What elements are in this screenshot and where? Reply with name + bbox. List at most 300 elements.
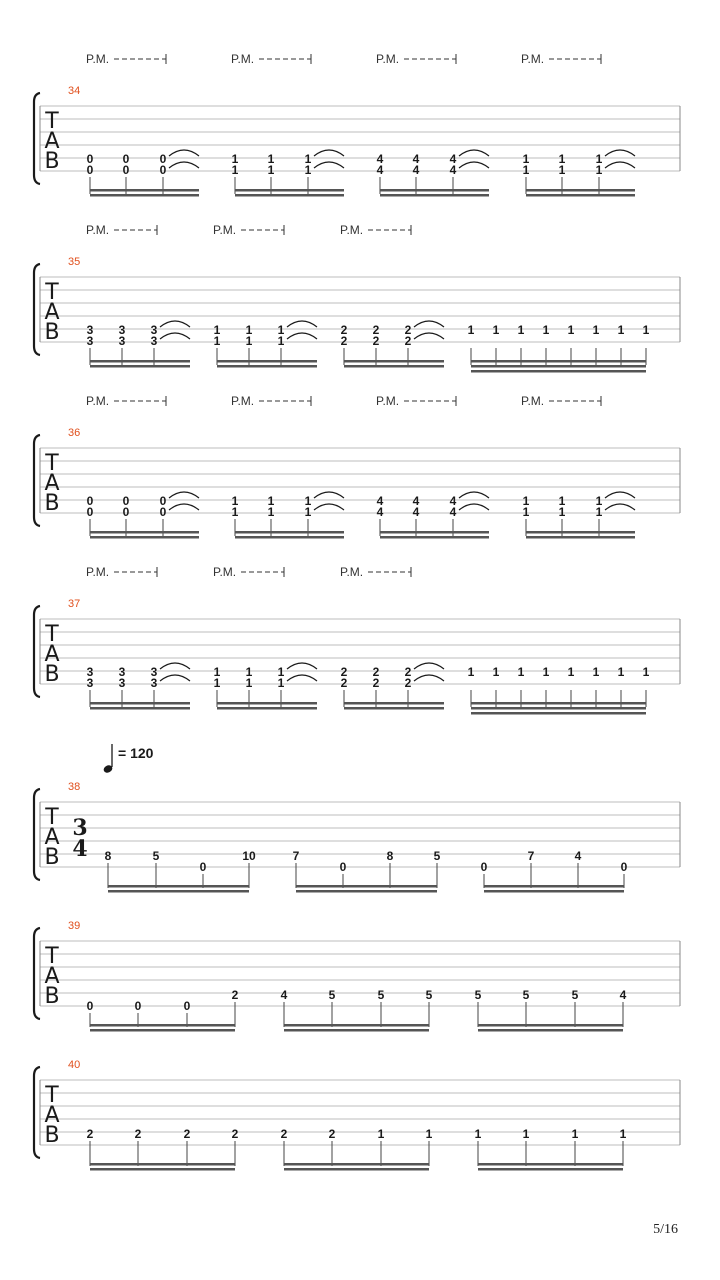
tie-arc bbox=[459, 150, 489, 156]
fret-number: 2 bbox=[404, 323, 412, 337]
fret-number: 3 bbox=[118, 676, 126, 690]
beam bbox=[217, 702, 317, 705]
tab-clef-letter: T bbox=[45, 944, 59, 969]
tab-clef-letter: B bbox=[44, 662, 60, 687]
system-bracket bbox=[34, 264, 40, 355]
tab-clef-letter: B bbox=[44, 149, 60, 174]
fret-number: 1 bbox=[304, 152, 312, 166]
fret-number: 4 bbox=[449, 494, 457, 508]
beam bbox=[380, 194, 489, 197]
fret-number: 3 bbox=[150, 676, 158, 690]
fret-number: 3 bbox=[118, 323, 126, 337]
fret-number: 4 bbox=[449, 163, 457, 177]
fret-number: 0 bbox=[159, 152, 167, 166]
palm-mute-label: P.M. bbox=[376, 52, 400, 66]
fret-number: 1 bbox=[567, 665, 575, 679]
fret-number: 5 bbox=[377, 988, 385, 1002]
fret-number: 1 bbox=[277, 323, 285, 337]
tie-arc bbox=[314, 504, 344, 510]
beam bbox=[296, 890, 437, 893]
beam bbox=[471, 707, 646, 710]
palm-mute-label: P.M. bbox=[213, 223, 237, 237]
beam bbox=[471, 370, 646, 373]
measure-number: 39 bbox=[68, 920, 81, 932]
tie-arc bbox=[287, 333, 317, 339]
tie-arc bbox=[414, 663, 444, 669]
fret-number: 1 bbox=[558, 163, 566, 177]
fret-number: 1 bbox=[467, 323, 475, 337]
tie-arc bbox=[605, 150, 635, 156]
fret-number: 2 bbox=[134, 1127, 142, 1141]
beat-group bbox=[341, 321, 444, 368]
tab-clef-letter: T bbox=[45, 109, 59, 134]
beam bbox=[284, 1024, 429, 1027]
beam bbox=[344, 702, 444, 705]
beam bbox=[90, 1163, 235, 1166]
tab-system-36 bbox=[34, 394, 680, 539]
tie-arc bbox=[605, 504, 635, 510]
fret-number: 2 bbox=[404, 665, 412, 679]
tie-arc bbox=[314, 150, 344, 156]
beat-group bbox=[281, 1127, 433, 1171]
fret-number: 4 bbox=[412, 152, 420, 166]
fret-number: 1 bbox=[245, 334, 253, 348]
fret-number: 0 bbox=[134, 999, 142, 1013]
fret-number: 1 bbox=[619, 1127, 627, 1141]
beat-group bbox=[214, 321, 317, 368]
fret-number: 1 bbox=[522, 152, 530, 166]
fret-number: 8 bbox=[386, 849, 394, 863]
fret-number: 3 bbox=[150, 665, 158, 679]
fret-number: 1 bbox=[492, 665, 500, 679]
tie-arc bbox=[160, 333, 190, 339]
fret-number: 1 bbox=[213, 665, 221, 679]
fret-number: 5 bbox=[433, 849, 441, 863]
beat-group bbox=[523, 150, 635, 197]
fret-number: 1 bbox=[542, 665, 550, 679]
tie-arc bbox=[459, 162, 489, 168]
fret-number: 5 bbox=[152, 849, 160, 863]
tie-arc bbox=[287, 663, 317, 669]
palm-mute-label: P.M. bbox=[521, 394, 545, 408]
fret-number: 1 bbox=[617, 665, 625, 679]
beam bbox=[217, 707, 317, 710]
beam bbox=[90, 360, 190, 363]
beat-group bbox=[105, 849, 256, 893]
fret-number: 2 bbox=[404, 676, 412, 690]
fret-number: 0 bbox=[122, 505, 130, 519]
beam bbox=[484, 890, 624, 893]
tempo-marking bbox=[102, 744, 153, 774]
fret-number: 0 bbox=[480, 860, 488, 874]
beam bbox=[284, 1163, 429, 1166]
beam bbox=[217, 360, 317, 363]
tab-clef-letter: A bbox=[44, 964, 60, 989]
tab-clef-letter: T bbox=[45, 280, 59, 305]
fret-number: 1 bbox=[231, 494, 239, 508]
tab-clef-letter: T bbox=[45, 805, 59, 830]
beam bbox=[526, 189, 635, 192]
tab-clef-letter: T bbox=[45, 451, 59, 476]
beam bbox=[284, 1029, 429, 1032]
fret-number: 4 bbox=[449, 505, 457, 519]
fret-number: 0 bbox=[86, 999, 94, 1013]
beat-group bbox=[214, 663, 317, 710]
beam bbox=[344, 707, 444, 710]
fret-number: 4 bbox=[280, 988, 288, 1002]
fret-number: 4 bbox=[376, 152, 384, 166]
fret-number: 0 bbox=[86, 163, 94, 177]
fret-number: 1 bbox=[642, 323, 650, 337]
fret-number: 1 bbox=[245, 323, 253, 337]
tie-arc bbox=[160, 675, 190, 681]
fret-number: 2 bbox=[340, 323, 348, 337]
fret-number: 0 bbox=[159, 163, 167, 177]
palm-mute-label: P.M. bbox=[340, 565, 364, 579]
tie-arc bbox=[459, 492, 489, 498]
tie-arc bbox=[169, 504, 199, 510]
beat-group bbox=[87, 150, 199, 197]
tab-clef-letter: A bbox=[44, 300, 60, 325]
tab-system-37 bbox=[34, 565, 680, 715]
fret-number: 5 bbox=[522, 988, 530, 1002]
beat-group bbox=[468, 323, 650, 373]
fret-number: 1 bbox=[558, 152, 566, 166]
fret-number: 1 bbox=[595, 163, 603, 177]
beat-group bbox=[87, 321, 190, 368]
fret-number: 3 bbox=[150, 334, 158, 348]
fret-number: 1 bbox=[231, 152, 239, 166]
fret-number: 1 bbox=[425, 1127, 433, 1141]
beat-group bbox=[87, 988, 239, 1032]
fret-number: 1 bbox=[277, 676, 285, 690]
fret-number: 1 bbox=[592, 665, 600, 679]
beat-group bbox=[293, 849, 441, 893]
fret-number: 2 bbox=[372, 665, 380, 679]
beam bbox=[235, 531, 344, 534]
fret-number: 1 bbox=[213, 676, 221, 690]
fret-number: 0 bbox=[122, 494, 130, 508]
fret-number: 1 bbox=[522, 494, 530, 508]
beat-group bbox=[341, 663, 444, 710]
fret-number: 1 bbox=[277, 334, 285, 348]
tie-arc bbox=[414, 675, 444, 681]
fret-number: 1 bbox=[517, 665, 525, 679]
fret-number: 0 bbox=[183, 999, 191, 1013]
fret-number: 5 bbox=[571, 988, 579, 1002]
fret-number: 1 bbox=[213, 323, 221, 337]
tab-system-34 bbox=[34, 52, 680, 197]
beam bbox=[90, 365, 190, 368]
fret-number: 1 bbox=[231, 505, 239, 519]
palm-mute-label: P.M. bbox=[376, 394, 400, 408]
fret-number: 3 bbox=[150, 323, 158, 337]
fret-number: 1 bbox=[474, 1127, 482, 1141]
fret-number: 5 bbox=[474, 988, 482, 1002]
fret-number: 5 bbox=[328, 988, 336, 1002]
fret-number: 4 bbox=[412, 505, 420, 519]
fret-number: 3 bbox=[86, 334, 94, 348]
palm-mute-label: P.M. bbox=[86, 52, 110, 66]
beam bbox=[478, 1029, 623, 1032]
fret-number: 1 bbox=[558, 505, 566, 519]
time-signature bbox=[72, 815, 87, 862]
fret-number: 1 bbox=[522, 1127, 530, 1141]
beam bbox=[526, 531, 635, 534]
beam bbox=[471, 360, 646, 363]
fret-number: 7 bbox=[527, 849, 535, 863]
beam bbox=[478, 1168, 623, 1171]
tie-arc bbox=[169, 150, 199, 156]
beam bbox=[344, 360, 444, 363]
beam bbox=[526, 536, 635, 539]
beat-group bbox=[377, 492, 489, 539]
fret-number: 1 bbox=[492, 323, 500, 337]
beat-group bbox=[281, 988, 433, 1032]
beat-group bbox=[475, 1127, 627, 1171]
palm-mute-label: P.M. bbox=[521, 52, 545, 66]
tie-arc bbox=[414, 321, 444, 327]
tab-clef-letter: A bbox=[44, 129, 60, 154]
beam bbox=[471, 365, 646, 368]
measure-number: 36 bbox=[68, 427, 81, 439]
beat-group bbox=[475, 988, 627, 1032]
beam bbox=[284, 1168, 429, 1171]
fret-number: 4 bbox=[412, 163, 420, 177]
fret-number: 1 bbox=[377, 1127, 385, 1141]
beam bbox=[108, 885, 249, 888]
time-signature-bottom: 4 bbox=[72, 836, 88, 862]
tab-clef-letter: T bbox=[45, 1083, 59, 1108]
fret-number: 2 bbox=[404, 334, 412, 348]
tie-arc bbox=[314, 162, 344, 168]
measure-number: 34 bbox=[68, 85, 81, 97]
fret-number: 2 bbox=[340, 334, 348, 348]
fret-number: 3 bbox=[118, 665, 126, 679]
fret-number: 2 bbox=[340, 676, 348, 690]
beat-group bbox=[481, 849, 628, 893]
tie-arc bbox=[160, 321, 190, 327]
fret-number: 1 bbox=[571, 1127, 579, 1141]
beam bbox=[90, 707, 190, 710]
fret-number: 1 bbox=[267, 152, 275, 166]
tie-arc bbox=[459, 504, 489, 510]
fret-number: 0 bbox=[620, 860, 628, 874]
fret-number: 1 bbox=[304, 505, 312, 519]
beam bbox=[471, 702, 646, 705]
beam bbox=[90, 702, 190, 705]
fret-number: 7 bbox=[292, 849, 300, 863]
beam bbox=[90, 1168, 235, 1171]
beam bbox=[526, 194, 635, 197]
fret-number: 1 bbox=[558, 494, 566, 508]
beat-group bbox=[232, 492, 344, 539]
fret-number: 2 bbox=[183, 1127, 191, 1141]
beat-group bbox=[87, 663, 190, 710]
fret-number: 3 bbox=[86, 676, 94, 690]
fret-number: 3 bbox=[86, 323, 94, 337]
fret-number: 1 bbox=[245, 676, 253, 690]
beam bbox=[235, 194, 344, 197]
tab-clef-letter: B bbox=[44, 1123, 60, 1148]
fret-number: 4 bbox=[376, 163, 384, 177]
tab-clef-letter: A bbox=[44, 1103, 60, 1128]
measure-number: 37 bbox=[68, 598, 81, 610]
tie-arc bbox=[314, 492, 344, 498]
tab-system-40 bbox=[34, 1059, 680, 1171]
fret-number: 10 bbox=[242, 849, 256, 863]
tab-clef-letter: B bbox=[44, 320, 60, 345]
beam bbox=[90, 536, 199, 539]
beam bbox=[296, 885, 437, 888]
palm-mute-label: P.M. bbox=[86, 394, 110, 408]
fret-number: 0 bbox=[86, 494, 94, 508]
tab-system-38 bbox=[34, 744, 680, 893]
tab-clef-letter: B bbox=[44, 845, 60, 870]
beat-group bbox=[377, 150, 489, 197]
fret-number: 1 bbox=[617, 323, 625, 337]
beam bbox=[90, 194, 199, 197]
tie-arc bbox=[605, 492, 635, 498]
palm-mute-label: P.M. bbox=[340, 223, 364, 237]
fret-number: 2 bbox=[86, 1127, 94, 1141]
tempo-value: = 120 bbox=[118, 745, 154, 761]
beam bbox=[90, 1024, 235, 1027]
fret-number: 1 bbox=[245, 665, 253, 679]
fret-number: 8 bbox=[104, 849, 112, 863]
measure-number: 38 bbox=[68, 781, 81, 793]
beam bbox=[344, 365, 444, 368]
tab-clef-letter: A bbox=[44, 825, 60, 850]
system-bracket bbox=[34, 435, 40, 526]
tab-clef-letter: B bbox=[44, 491, 60, 516]
tie-arc bbox=[169, 162, 199, 168]
fret-number: 4 bbox=[619, 988, 627, 1002]
fret-number: 5 bbox=[425, 988, 433, 1002]
measure-number: 35 bbox=[68, 256, 81, 268]
fret-number: 0 bbox=[199, 860, 207, 874]
fret-number: 1 bbox=[231, 163, 239, 177]
time-signature-top: 3 bbox=[72, 815, 88, 841]
tab-system-35 bbox=[34, 223, 680, 373]
fret-number: 2 bbox=[372, 676, 380, 690]
fret-number: 0 bbox=[159, 505, 167, 519]
fret-number: 1 bbox=[467, 665, 475, 679]
fret-number: 1 bbox=[642, 665, 650, 679]
fret-number: 1 bbox=[267, 163, 275, 177]
tie-arc bbox=[605, 162, 635, 168]
beam bbox=[90, 189, 199, 192]
fret-number: 2 bbox=[231, 988, 239, 1002]
fret-number: 1 bbox=[595, 505, 603, 519]
beam bbox=[217, 365, 317, 368]
fret-number: 1 bbox=[592, 323, 600, 337]
fret-number: 2 bbox=[340, 665, 348, 679]
fret-number: 0 bbox=[86, 152, 94, 166]
fret-number: 1 bbox=[517, 323, 525, 337]
fret-number: 2 bbox=[231, 1127, 239, 1141]
beam bbox=[108, 890, 249, 893]
fret-number: 1 bbox=[595, 152, 603, 166]
tab-clef-letter: A bbox=[44, 471, 60, 496]
fret-number: 2 bbox=[280, 1127, 288, 1141]
fret-number: 4 bbox=[376, 494, 384, 508]
palm-mute-label: P.M. bbox=[86, 223, 110, 237]
fret-number: 2 bbox=[372, 323, 380, 337]
fret-number: 1 bbox=[213, 334, 221, 348]
beam bbox=[235, 189, 344, 192]
fret-number: 1 bbox=[542, 323, 550, 337]
tab-clef-letter: A bbox=[44, 642, 60, 667]
fret-number: 3 bbox=[86, 665, 94, 679]
fret-number: 4 bbox=[574, 849, 582, 863]
beam bbox=[380, 189, 489, 192]
fret-number: 4 bbox=[412, 494, 420, 508]
fret-number: 1 bbox=[267, 494, 275, 508]
fret-number: 0 bbox=[159, 494, 167, 508]
measure-number: 40 bbox=[68, 1059, 81, 1071]
system-bracket bbox=[34, 1067, 40, 1158]
beat-group bbox=[232, 150, 344, 197]
fret-number: 2 bbox=[372, 334, 380, 348]
fret-number: 1 bbox=[595, 494, 603, 508]
tab-clef-letter: B bbox=[44, 984, 60, 1009]
fret-number: 4 bbox=[376, 505, 384, 519]
fret-number: 1 bbox=[304, 163, 312, 177]
fret-number: 1 bbox=[522, 163, 530, 177]
system-bracket bbox=[34, 606, 40, 697]
beam bbox=[380, 536, 489, 539]
palm-mute-label: P.M. bbox=[213, 565, 237, 579]
beam bbox=[90, 531, 199, 534]
beat-group bbox=[87, 492, 199, 539]
beam bbox=[90, 1029, 235, 1032]
fret-number: 1 bbox=[567, 323, 575, 337]
beam bbox=[478, 1163, 623, 1166]
beat-group bbox=[87, 1127, 239, 1171]
tie-arc bbox=[414, 333, 444, 339]
tie-arc bbox=[160, 663, 190, 669]
fret-number: 0 bbox=[339, 860, 347, 874]
beam bbox=[471, 712, 646, 715]
fret-number: 0 bbox=[122, 152, 130, 166]
beam bbox=[484, 885, 624, 888]
palm-mute-label: P.M. bbox=[231, 394, 255, 408]
fret-number: 1 bbox=[267, 505, 275, 519]
tab-clef-letter: T bbox=[45, 622, 59, 647]
beam bbox=[478, 1024, 623, 1027]
fret-number: 0 bbox=[86, 505, 94, 519]
page-number: 5/16 bbox=[653, 1222, 678, 1237]
fret-number: 1 bbox=[277, 665, 285, 679]
fret-number: 2 bbox=[328, 1127, 336, 1141]
fret-number: 4 bbox=[449, 152, 457, 166]
fret-number: 0 bbox=[122, 163, 130, 177]
beat-group bbox=[523, 492, 635, 539]
system-bracket bbox=[34, 928, 40, 1019]
fret-number: 3 bbox=[118, 334, 126, 348]
system-bracket bbox=[34, 93, 40, 184]
palm-mute-label: P.M. bbox=[86, 565, 110, 579]
tab-system-39 bbox=[34, 920, 680, 1032]
beat-group bbox=[468, 665, 650, 715]
beam bbox=[235, 536, 344, 539]
system-bracket bbox=[34, 789, 40, 880]
beam bbox=[380, 531, 489, 534]
tie-arc bbox=[169, 492, 199, 498]
tie-arc bbox=[287, 675, 317, 681]
palm-mute-label: P.M. bbox=[231, 52, 255, 66]
